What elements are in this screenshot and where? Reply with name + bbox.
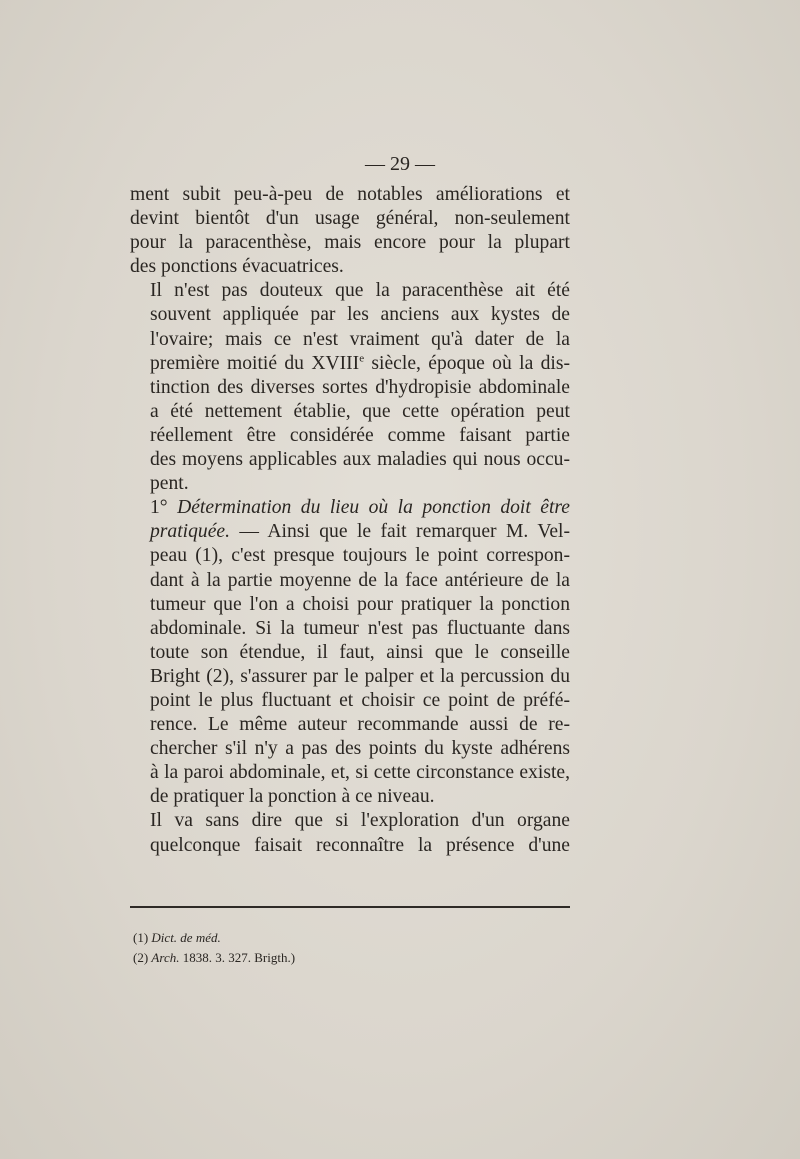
footnote-divider — [130, 906, 570, 908]
footnote-text: Dict. de méd. — [151, 930, 221, 945]
text-line: des moyens applicables aux maladies qui nous occu- — [150, 449, 570, 471]
text-line: quelconque faisait reconnaître la présence d'une — [150, 834, 570, 856]
section-heading-line — [130, 496, 570, 520]
body-text — [130, 183, 570, 858]
text-line: Il va sans dire que si l'exploration d'un organe — [150, 810, 570, 832]
text-line: a été nettement établie, que cette opération peut — [150, 400, 570, 422]
text-line: Il n'est pas douteux que la paracenthèse ait été — [150, 280, 570, 302]
footnote-source: Arch. — [151, 950, 180, 965]
text-line: tinction des diverses sortes d'hydropisie abdominale — [150, 376, 570, 398]
text-line: devint bientôt d'un usage général, non-seulement — [130, 208, 570, 230]
text-line: rence. Le même auteur recommande aussi de re- — [150, 714, 570, 736]
text-line: chercher s'il n'y a pas des points du kyste adhérens — [150, 738, 570, 760]
text-line: abdominale. Si la tumeur n'est pas fluctuante dans — [150, 617, 570, 639]
text-line: l'ovaire; mais ce n'est vraiment qu'à dater de la — [150, 328, 570, 350]
footnote-2 — [133, 948, 573, 968]
section-number: 1° — [150, 497, 168, 519]
page-number: — 29 — — [365, 153, 435, 175]
text-line-century — [130, 352, 570, 376]
text-line: tumeur que l'on a choisi pour pratiquer la ponction — [150, 593, 570, 615]
footnote-mark: (2) — [133, 950, 149, 965]
text-line: peau (1), c'est presque toujours le point correspon- — [150, 545, 570, 567]
text-line: pour la paracenthèse, mais encore pour la plupart — [130, 232, 570, 254]
text-line — [130, 520, 570, 544]
text-line: dant à la partie moyenne de la face antérieure de la — [150, 569, 570, 591]
text-line: point le plus fluctuant et choisir ce point de préfé- — [150, 689, 570, 711]
paragraph-1 — [130, 183, 570, 279]
text-line: ment subit peu-à-peu de notables améliorations et — [130, 184, 570, 205]
footnote-mark: (1) — [133, 930, 149, 945]
line-part: — Ainsi que le fait remarquer M. Vel- — [230, 521, 570, 543]
section-heading: Détermination du lieu où la ponction doit être — [177, 497, 570, 519]
century-numeral: XVIII — [311, 352, 360, 374]
section-heading-end: pratiquée. — [150, 521, 230, 543]
text-line: des ponctions évacuatrices. — [130, 256, 344, 278]
century-superscript: e — [359, 352, 365, 365]
text-line: Bright (2), s'assurer par le palper et la percussion du — [150, 665, 570, 687]
paragraph-3 — [130, 496, 570, 809]
text-line: pent. — [150, 473, 189, 495]
paragraph-2 — [130, 279, 570, 496]
paragraph-4 — [130, 809, 570, 857]
footnotes — [133, 928, 573, 968]
text-line: à la paroi abdominale, et, si cette circonstance existe, — [150, 762, 570, 784]
footnote-1 — [133, 928, 573, 948]
line-part: première moitié du — [150, 352, 312, 374]
text-line: de pratiquer la ponction à ce niveau. — [150, 786, 435, 808]
text-line: toute son étendue, il faut, ainsi que le conseille — [150, 641, 570, 663]
text-line: souvent appliquée par les anciens aux kystes de — [150, 304, 570, 326]
footnote-text: 1838. 3. 327. Brigth.) — [179, 950, 296, 965]
text-line: réellement être considérée comme faisant partie — [150, 424, 570, 446]
line-part: siècle, époque où la dis- — [364, 352, 570, 374]
